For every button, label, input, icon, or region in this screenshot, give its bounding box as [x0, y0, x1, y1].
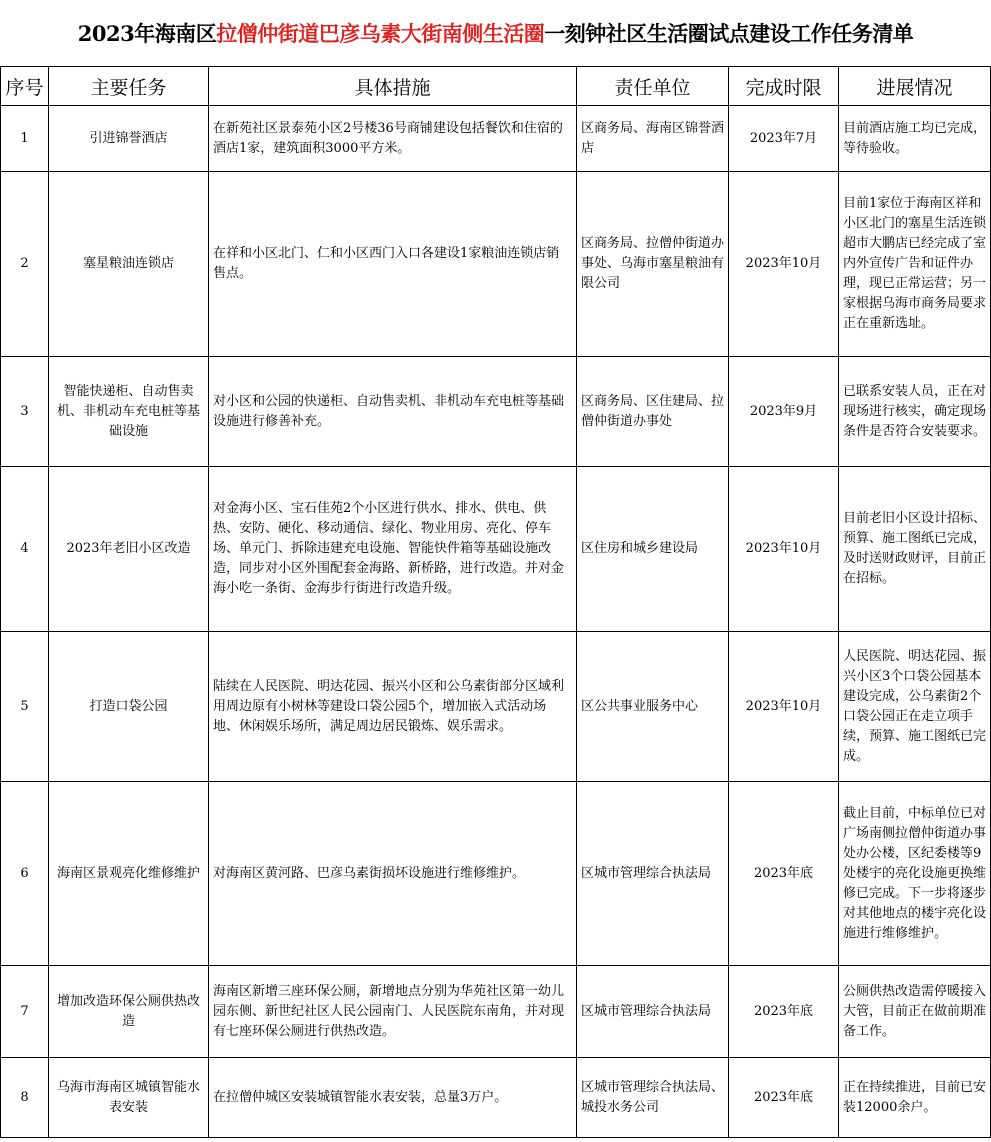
- row-unit: 区城市管理综合执法局: [577, 782, 729, 966]
- row-task: 海南区景观亮化维修维护: [49, 782, 209, 966]
- table-row: [1, 1058, 991, 1138]
- col-header-unit: 责任单位: [577, 67, 729, 106]
- row-deadline: 2023年9月: [729, 357, 839, 467]
- title-prefix: 2023年海南区: [77, 21, 217, 46]
- row-measure: 在拉僧仲城区安装城镇智能水表安装，总量3万户。: [209, 1058, 577, 1138]
- row-unit: 区城市管理综合执法局: [577, 966, 729, 1058]
- row-deadline: 2023年10月: [729, 632, 839, 782]
- row-no: 8: [1, 1058, 49, 1138]
- table-row: [1, 632, 991, 782]
- row-unit: 区商务局、区住建局、拉僧仲街道办事处: [577, 357, 729, 467]
- row-task: 2023年老旧小区改造: [49, 467, 209, 632]
- row-unit: 区商务局、海南区锦誉酒店: [577, 106, 729, 172]
- row-task: 塞星粮油连锁店: [49, 172, 209, 357]
- col-header-task: 主要任务: [49, 67, 209, 106]
- title-suffix: 一刻钟社区生活圈试点建设工作任务清单: [544, 21, 914, 46]
- row-no: 1: [1, 106, 49, 172]
- col-header-progress: 进展情况: [839, 67, 991, 106]
- table-header-row: [1, 67, 991, 106]
- row-unit: 区公共事业服务中心: [577, 632, 729, 782]
- row-deadline: 2023年10月: [729, 467, 839, 632]
- row-progress: 人民医院、明达花园、振兴小区3个口袋公园基本建设完成，公乌素街2个口袋公园正在走立项手续，预算、施工图纸已完成。: [839, 632, 991, 782]
- row-deadline: 2023年7月: [729, 106, 839, 172]
- table-row: [1, 782, 991, 966]
- row-task: 打造口袋公园: [49, 632, 209, 782]
- table-row: [1, 172, 991, 357]
- row-progress: 目前酒店施工均已完成，等待验收。: [839, 106, 991, 172]
- row-task: 增加改造环保公厕供热改造: [49, 966, 209, 1058]
- row-no: 5: [1, 632, 49, 782]
- row-progress: 目前1家位于海南区祥和小区北门的塞星生活连锁超市大鹏店已经完成了室内外宣传广告和证件办理，现已正常运营；另一家根据乌海市商务局要求正在重新选址。: [839, 172, 991, 357]
- col-header-measure: 具体措施: [209, 67, 577, 106]
- row-no: 3: [1, 357, 49, 467]
- row-measure: 在祥和小区北门、仁和小区西门入口各建设1家粮油连锁店销售点。: [209, 172, 577, 357]
- row-task: 智能快递柜、自动售卖机、非机动车充电桩等基础设施: [49, 357, 209, 467]
- row-measure: 海南区新增三座环保公厕，新增地点分别为华苑社区第一幼儿园东侧、新世纪社区人民公园南门、人民医院东南角，并对现有七座环保公厕进行供热改造。: [209, 966, 577, 1058]
- row-task: 乌海市海南区城镇智能水表安装: [49, 1058, 209, 1138]
- row-measure: 对金海小区、宝石佳苑2个小区进行供水、排水、供电、供热、安防、硬化、移动通信、绿化、物业用房、亮化、停车场、单元门、拆除违建充电设施、智能快件箱等基础设施改造，同步对小区外围配套金海路、新桥路，进行改造。并对金海小吃一条街、金海步行街进行改造升级。: [209, 467, 577, 632]
- row-progress: 已联系安装人员，正在对现场进行核实，确定现场条件是否符合安装要求。: [839, 357, 991, 467]
- row-no: 7: [1, 966, 49, 1058]
- task-table: [0, 66, 991, 1138]
- row-task: 引进锦誉酒店: [49, 106, 209, 172]
- row-deadline: 2023年底: [729, 966, 839, 1058]
- row-unit: 区商务局、拉僧仲街道办事处、乌海市塞星粮油有限公司: [577, 172, 729, 357]
- page-title: [0, 0, 991, 66]
- row-no: 2: [1, 172, 49, 357]
- row-progress: 公厕供热改造需停暖接入大管，目前正在做前期准备工作。: [839, 966, 991, 1058]
- row-unit: 区住房和城乡建设局: [577, 467, 729, 632]
- row-measure: 在新苑社区景泰苑小区2号楼36号商铺建设包括餐饮和住宿的酒店1家，建筑面积3000平方米。: [209, 106, 577, 172]
- row-no: 4: [1, 467, 49, 632]
- row-progress: 目前老旧小区设计招标、预算、施工图纸已完成，及时送财政财评，目前正在招标。: [839, 467, 991, 632]
- table-row: [1, 357, 991, 467]
- table-row: [1, 966, 991, 1058]
- col-header-no: 序号: [1, 67, 49, 106]
- row-no: 6: [1, 782, 49, 966]
- title-highlight: 拉僧仲街道巴彦乌素大街南侧生活圈: [216, 21, 545, 46]
- row-deadline: 2023年10月: [729, 172, 839, 357]
- row-measure: 陆续在人民医院、明达花园、振兴小区和公乌素街部分区域利用周边原有小树林等建设口袋公园5个，增加嵌入式活动场地、休闲娱乐场所，满足周边居民锻炼、娱乐需求。: [209, 632, 577, 782]
- row-deadline: 2023年底: [729, 1058, 839, 1138]
- row-progress: 正在持续推进，目前已安装12000余户。: [839, 1058, 991, 1138]
- row-measure: 对小区和公园的快递柜、自动售卖机、非机动车充电桩等基础设施进行修善补充。: [209, 357, 577, 467]
- row-unit: 区城市管理综合执法局、城投水务公司: [577, 1058, 729, 1138]
- table-row: [1, 467, 991, 632]
- row-measure: 对海南区黄河路、巴彦乌素街损坏设施进行维修维护。: [209, 782, 577, 966]
- table-row: [1, 106, 991, 172]
- row-deadline: 2023年底: [729, 782, 839, 966]
- row-progress: 截止目前，中标单位已对广场南侧拉僧仲街道办事处办公楼，区纪委楼等9处楼宇的亮化设施更换维修已完成。下一步将逐步对其他地点的楼宇亮化设施进行维修维护。: [839, 782, 991, 966]
- col-header-deadline: 完成时限: [729, 67, 839, 106]
